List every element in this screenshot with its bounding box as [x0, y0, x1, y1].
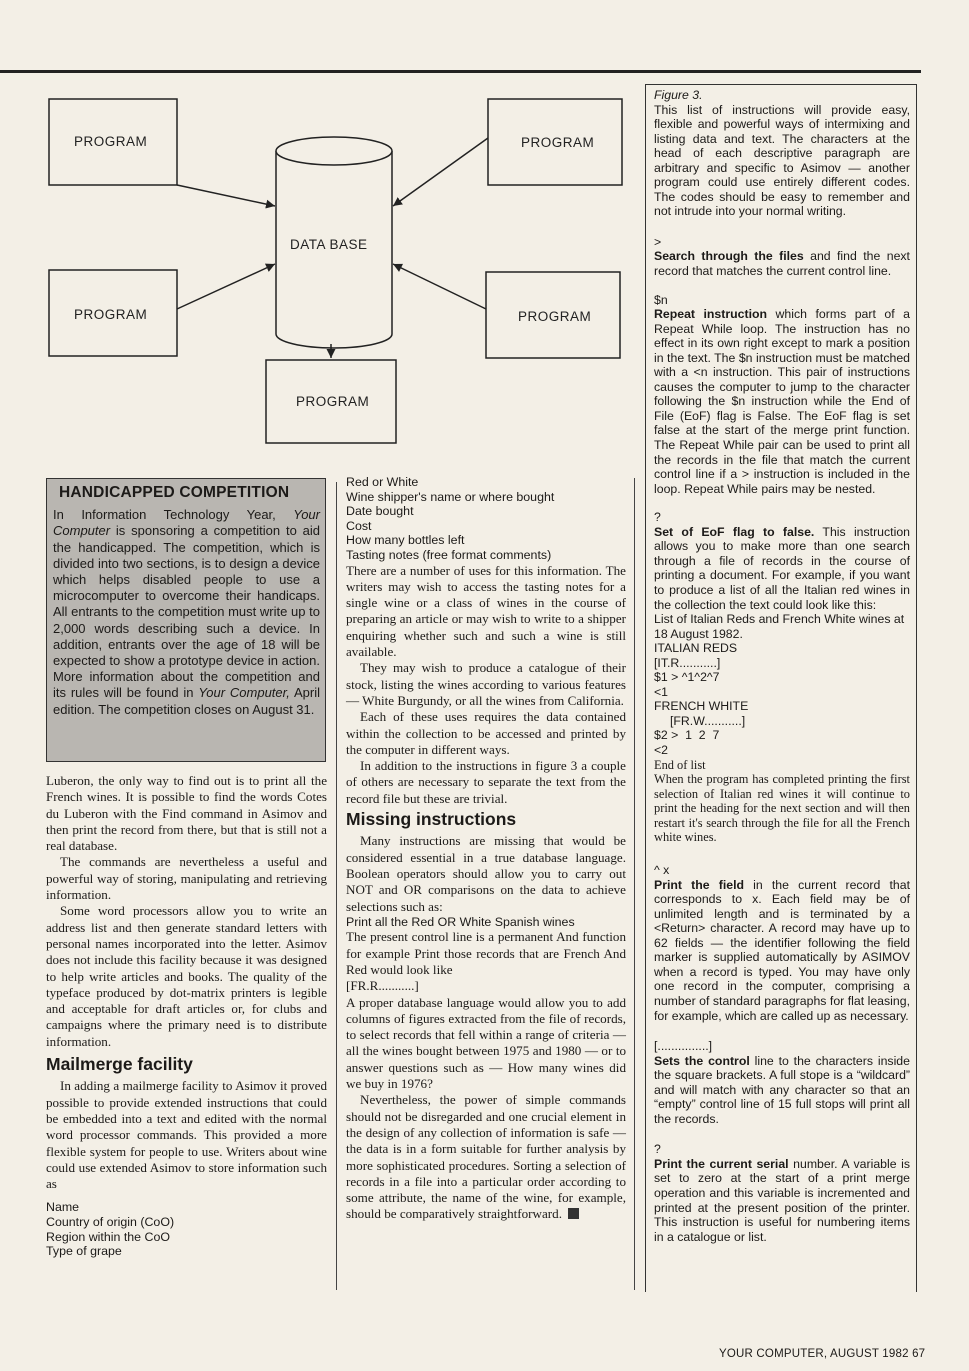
- paragraph: The commands are nevertheless a useful and powerful way of storing, manipulating and retrieving information.: [46, 854, 327, 903]
- code-line: <2: [654, 742, 669, 757]
- paragraph: They may wish to produce a catalogue of their stock, listing the wines according to various features — White Burgundy, or all the wines from California.: [346, 660, 626, 708]
- section-heading: Missing instructions: [346, 809, 517, 830]
- list-item: Region within the CoO: [46, 1229, 170, 1244]
- list-item: Name: [46, 1200, 80, 1215]
- paragraph: When the program has completed printing the first selection of Italian red wines it will continue to print the heading for the next section and will then restart it's search through the file for all the French white wines.: [654, 772, 910, 845]
- instruction-symbol: ?: [654, 1142, 661, 1157]
- column-1: [46, 773, 327, 1259]
- field-list: [46, 1200, 327, 1258]
- list-item: Country of origin (CoO): [46, 1215, 175, 1230]
- program-label: PROGRAM: [518, 309, 592, 324]
- instruction-symbol: [...............]: [654, 1039, 713, 1054]
- program-label: PROGRAM: [521, 135, 595, 150]
- list-item: Tasting notes (free format comments): [346, 547, 552, 562]
- code-line: [FR.W...........]: [670, 713, 746, 728]
- page-footer: YOUR COMPUTER, AUGUST 1982 67: [719, 1348, 926, 1360]
- code-line: List of Italian Reds and French White wines at 18 August 1982.: [654, 612, 905, 641]
- program-label: PROGRAM: [74, 307, 148, 322]
- instruction-symbol: >: [654, 234, 662, 249]
- example-line: [FR.R...........]: [346, 978, 419, 994]
- paragraph: Some word processors allow you to write an address list and then generate standard letters with personal names incorporated into the letter. Asimov does not include this facility because it was designed to help write articles and books. The quality of the typeface produced by dot-matrix printers is legible and acceptable for draft articles or, for clubs and campaigns where the primary need is to distribute information.: [46, 903, 327, 1049]
- code-example: [654, 612, 910, 772]
- instruction-symbol: ?: [654, 510, 661, 525]
- paragraph: There are a number of uses for this information. The writers may wish to access the tasting notes for a single wine or a class of wines in the course of preparing an article or may wish to write to a shipper enquiring whether such and such a wine is still available.: [346, 562, 626, 660]
- figure-intro: This list of instructions will provide easy, flexible and powerful ways of intermixing and listing data and text. The characters at the head of each descriptive paragraph are arbitrary and specific to Asimov — another program could use entirely different codes. The codes should be easy to remember and not intrude into your normal writing.: [654, 102, 910, 219]
- instruction-symbol: $n: [654, 292, 668, 307]
- database-diagram: [46, 94, 636, 449]
- code-line: End of list: [654, 757, 706, 772]
- instruction-control-line: [...............] Sets the control line to the characters inside the square brackets. A full stope is a “wildcard” and will match with any character so that an “empty” control line of 15 full stops will print all the records.: [654, 1039, 910, 1126]
- figure-3-panel: [645, 84, 917, 1292]
- column-2: [346, 475, 626, 1223]
- field-list-continued: [346, 475, 626, 563]
- code-line: $1 > ^1^2^7: [654, 670, 720, 685]
- paragraph: In addition to the instructions in figure 3 a couple of others are necessary to separate the text from the record file but these are trivial.: [346, 758, 626, 806]
- instruction-print-field: ^ x Print the field in the current record that corresponds to x. Each field may be of unlimited length and is terminated by a <Return> character. A record may have up to 62 fields — the identifier following the field marker is supplied automatically by ASIMOV when a record is typed. You may have only one record in the computer, comprising a number of standard paragraphs for flat leasing, for example, which are called up as necessary.: [654, 863, 910, 1023]
- example-line: Print all the Red OR White Spanish wines: [346, 914, 575, 929]
- database-label: DATA BASE: [290, 237, 368, 252]
- list-item: Cost: [346, 518, 372, 533]
- paragraph: Nevertheless, the power of simple commands should not be disregarded and one crucial element in the design of any collection of information is safe — the data is in a form suitable for further analysis by more sophisticated procedures. Sorting a selection of records in a file into a particular order according to some attribute, the name of the wine, for example, should be comparatively straightforward.: [346, 1092, 626, 1222]
- end-of-article-mark: [568, 1208, 579, 1219]
- instruction-search: > Search through the files and find the next record that matches the current control line.: [654, 234, 910, 279]
- top-rule: [0, 70, 921, 73]
- list-item: Wine shipper's name or where bought: [346, 489, 555, 504]
- paragraph: A proper database language would allow you to add columns of figures extracted from the file of records, to select records that fell within a range of criteria — all the wines bought between 1975 and 1980 — or to answer questions such as — How many wines did we buy in 1976?: [346, 994, 626, 1092]
- box-text: In Information Technology Year, Your Computer is sponsoring a competition to aid the handicapped. The competition, which is divided into two sections, is to design a device which helps disabled people to use a microcomputer to overcome their handicaps. All entrants to the competition must write up to 2,000 words describing such a device. In addition, entrants over the age of 18 will be expected to show a prototype device in action. More information about the competition and its rules will be found in Your Computer, April edition. The competition closes on August 31.: [53, 507, 320, 717]
- box-title: HANDICAPPED COMPETITION: [59, 484, 290, 501]
- paragraph: Luberon, the only way to find out is to print all the French wines. It is possible to find the words Cotes du Luberon with the Find command in Asimov and then print the record from there, but that is still not a real database.: [46, 773, 327, 854]
- paragraph: The present control line is a permanent And function for example Print those records that are French And Red would look like: [346, 929, 626, 977]
- paragraph: Many instructions are missing that would be considered essential in a true database language. Boolean operators should allow you to carry out NOT and OR comparisons on the data to achieve selections such as:: [346, 833, 626, 914]
- list-item: Type of grape: [46, 1244, 122, 1259]
- code-line: [IT.R...........]: [654, 655, 721, 670]
- list-item: Red or White: [346, 475, 419, 489]
- instruction-symbol: ^ x: [654, 863, 670, 878]
- program-label: PROGRAM: [74, 134, 148, 149]
- figure-label: Figure 3.: [654, 88, 703, 102]
- code-line: $2 > 1 2 7: [654, 728, 720, 743]
- program-label: PROGRAM: [296, 394, 370, 409]
- instruction-repeat: $n Repeat instruction which forms part of a Repeat While loop. The instruction has no effect in its own right except to mark a position in the text. The $n instruction must be matched with a <n instruction. This pair of instructions causes the computer to jump to the character following the $n instruction while the End of File (EoF) flag is False. The EoF flag is set false at the start of the merge print function. The Repeat While pair can be used to print all the records in the file that match the current control line if a > instruction is included in the loop. Repeat While pairs may be nested.: [654, 292, 910, 496]
- instruction-serial: ? Print the current serial number. A variable is set to zero at the start of a print merge operation and this variable is incremented and printed at the present position of the printer. This instruction is useful for numbering items in a catalogue or list.: [654, 1142, 910, 1244]
- paragraph: In adding a mailmerge facility to Asimov it proved possible to provide extended instructions that could be embedded into a text and edited with the normal word processor commands. This provided a more flexible system for people to use. Writers about wine could use extended Asimov to store information such as: [46, 1078, 327, 1192]
- instruction-eof: ? Set of EoF flag to false. This instruction allows you to make more than one search through a file of records in the course of printing a document. For example, if you want to produce a list of all the Italian red wines in the collection the text could look like this: List of Italian Reds and French White wines at 18 August 1982. ITALIAN REDS [IT.R...........] $1 > ^1^2^7 <1 FRENCH WHITE [FR.W...........] $2 > 1 2 7 <2 End of list When the program has completed printing the first selection of Italian red wines it will continue to print the heading for the next section and will then restart it's search through the file for all the French white wines.: [654, 510, 910, 845]
- code-line: FRENCH WHITE: [654, 699, 749, 714]
- list-item: How many bottles left: [346, 533, 465, 548]
- column-divider: [634, 478, 635, 1290]
- code-line: <1: [654, 684, 669, 699]
- code-line: ITALIAN REDS: [654, 641, 738, 656]
- paragraph: Each of these uses requires the data contained within the collection to be accessed and printed by the computer in different ways.: [346, 709, 626, 757]
- handicapped-competition-box: [46, 478, 326, 762]
- section-heading: Mailmerge facility: [46, 1054, 193, 1075]
- list-item: Date bought: [346, 504, 414, 519]
- column-divider: [336, 482, 337, 1290]
